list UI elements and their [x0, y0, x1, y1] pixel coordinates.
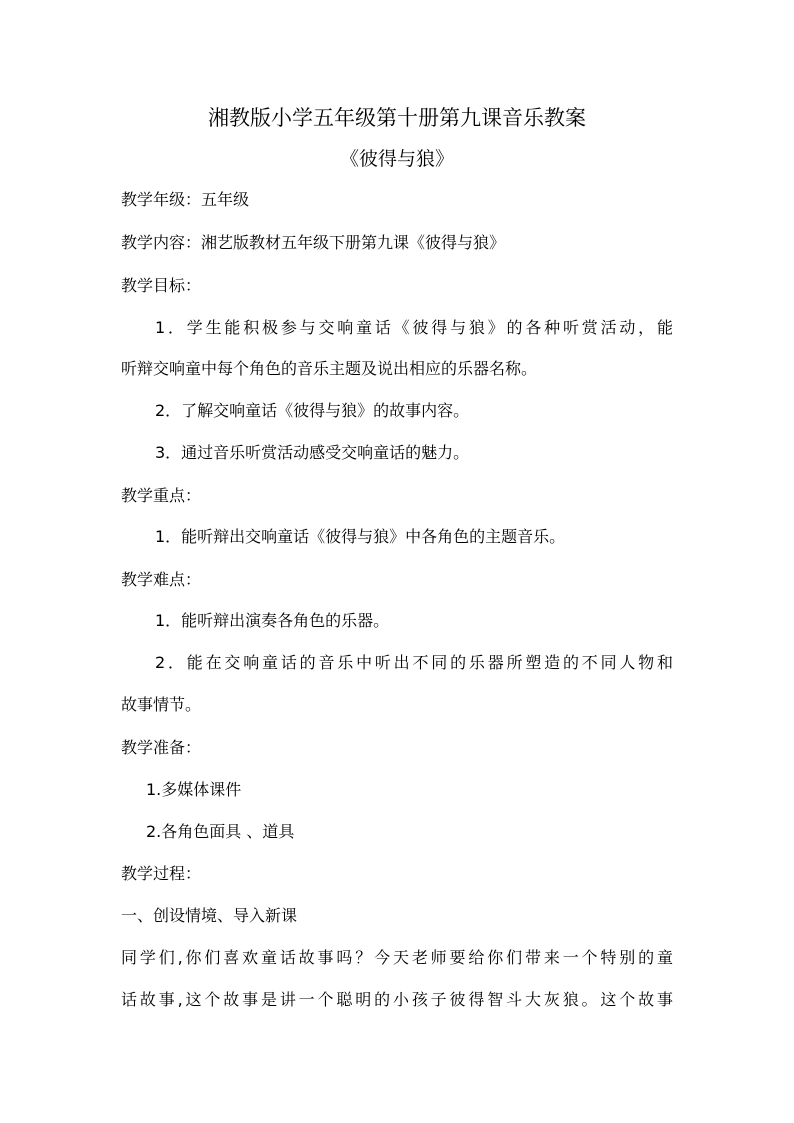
section-1-heading: 一、创设情境、导入新课	[121, 906, 298, 925]
difficulty-2-line-2: 故事情节。	[121, 695, 202, 714]
difficulty-2-line-1: 2．能在交响童话的音乐中听出不同的乐器所塑造的不同人物和	[155, 653, 673, 672]
document-subtitle: 《彼得与狼》	[339, 148, 454, 170]
document-title: 湘教版小学五年级第十册第九课音乐教案	[208, 106, 586, 130]
teaching-grade: 教学年级：五年级	[121, 190, 250, 209]
preparation-1: 1.多媒体课件	[146, 780, 242, 799]
preparation-2: 2.各角色面具 、道具	[146, 822, 295, 841]
key-points-heading: 教学重点：	[121, 486, 202, 505]
preparation-heading: 教学准备：	[121, 738, 202, 757]
paragraph-1-line-2: 话故事,这个故事是讲一个聪明的小孩子彼得智斗大灰狼。这个故事	[121, 990, 673, 1009]
paragraph-1-line-1: 同学们,你们喜欢童话故事吗？今天老师要给你们带来一个特别的童	[121, 948, 673, 967]
teaching-content: 教学内容：湘艺版教材五年级下册第九课《彼得与狼》	[121, 233, 506, 252]
difficulties-heading: 教学难点：	[121, 570, 202, 589]
difficulty-1: 1．能听辩出演奏各角色的乐器。	[155, 611, 390, 630]
objective-2: 2．了解交响童话《彼得与狼》的故事内容。	[155, 401, 470, 420]
process-heading: 教学过程：	[121, 864, 202, 883]
objectives-heading: 教学目标：	[121, 276, 202, 295]
objective-1-line-1: 1．学生能积极参与交响童话《彼得与狼》的各种听赏活动，能	[155, 318, 673, 337]
objective-1-line-2: 听辩交响童中每个角色的音乐主题及说出相应的乐器名称。	[121, 359, 538, 378]
key-point-1: 1．能听辩出交响童话《彼得与狼》中各角色的主题音乐。	[155, 527, 566, 546]
objective-3: 3．通过音乐听赏活动感受交响童话的魅力。	[155, 443, 470, 462]
